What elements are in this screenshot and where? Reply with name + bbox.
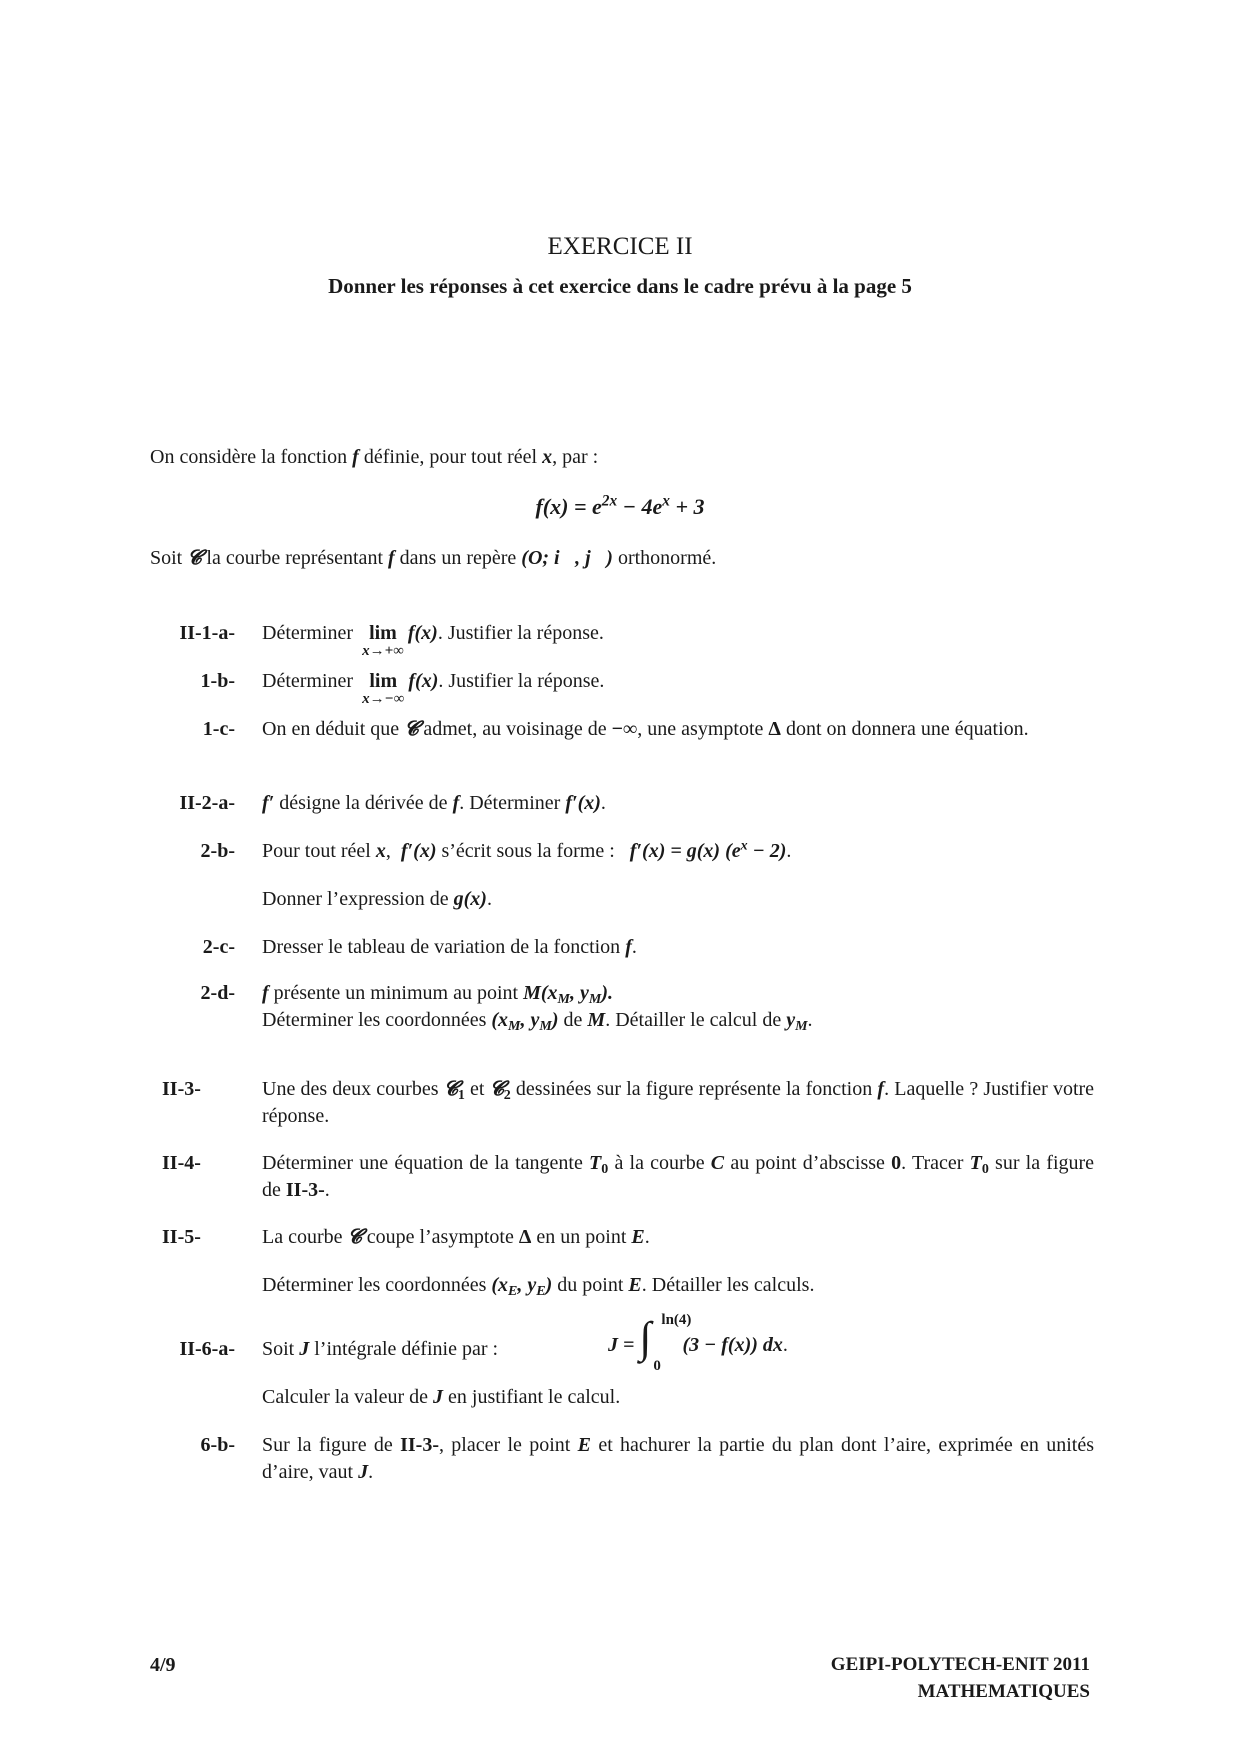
intro-text: , par : <box>552 446 599 468</box>
exercise-instruction: Donner les réponses à cet exercice dans le cadre prévu à la page 5 <box>328 274 912 298</box>
text: admet, au voisinage de <box>423 718 607 740</box>
integral-expression <box>639 1312 692 1374</box>
lim-word: lim <box>369 622 397 644</box>
math-delta: Δ <box>768 718 781 740</box>
text: s’écrit sous la forme : <box>441 840 615 862</box>
text: dessinées sur la figure représente la fonction <box>515 1078 873 1100</box>
math-fprimex: f′(x) <box>400 840 437 862</box>
text: . Laquelle ? Justifier votre réponse. <box>262 1078 1095 1127</box>
question-label: 1-c- <box>202 718 235 740</box>
text: la courbe représentant <box>206 547 383 569</box>
text: Dresser le tableau de variation de la fonction <box>262 936 621 958</box>
text: du point <box>557 1274 624 1296</box>
text: désigne la dérivée de <box>279 792 448 814</box>
math-E: E <box>628 1274 642 1296</box>
math-delta: Δ <box>518 1226 532 1248</box>
question-label: II-6-a- <box>179 1338 235 1360</box>
text: et hachurer la partie du plan dont l’aire, exprimée en unités d’aire, vaut <box>262 1434 1095 1483</box>
math-curve-C2: 𝓒 <box>489 1078 504 1100</box>
text: de <box>563 1009 583 1031</box>
math-f: f <box>452 792 460 814</box>
formula-exponent: 2x <box>601 492 618 510</box>
text: en justifiant le calcul. <box>448 1386 621 1408</box>
math-integrand: (3 − f(x)) dx <box>682 1333 783 1356</box>
question-text <box>262 1150 1094 1204</box>
text: , une asymptote <box>637 718 764 740</box>
math-curve-C1: 𝓒 <box>443 1078 458 1100</box>
math-zero: 0 <box>891 1152 902 1174</box>
text: . <box>600 792 606 814</box>
text: Une des deux courbes <box>262 1078 439 1100</box>
question-label: 6-b- <box>200 1434 235 1456</box>
math-coord: (x <box>491 1274 509 1296</box>
question-label: 1-b- <box>200 670 235 692</box>
math-J: J <box>299 1338 310 1360</box>
question-text <box>262 1076 1094 1130</box>
math-gx: g(x) <box>453 888 487 910</box>
math-point: , y <box>569 982 589 1004</box>
intro-sentence <box>150 444 1110 471</box>
math-J-equals: J = <box>608 1333 635 1356</box>
footer-exam-name: GEIPI-POLYTECH-ENIT 2011 <box>830 1654 1090 1675</box>
exercise-title: EXERCICE II <box>547 233 693 260</box>
text: . <box>644 1226 650 1248</box>
footer-exam-info <box>831 1652 1090 1705</box>
question-label: II-5- <box>162 1226 201 1248</box>
text: Soit <box>262 1338 295 1360</box>
math-subscript: M <box>557 992 570 1008</box>
question-text <box>262 934 1094 961</box>
math-curve-C: 𝓒 <box>187 547 202 569</box>
text: Pour tout réel <box>262 840 371 862</box>
text: coupe l’asymptote <box>366 1226 514 1248</box>
text: , placer le point <box>439 1434 571 1456</box>
formula-exponent: x <box>740 838 748 854</box>
math-f: f <box>262 982 269 1004</box>
page-number: 4/9 <box>150 1654 176 1676</box>
text: . Détailler les calculs. <box>641 1274 815 1296</box>
text: au point d’abscisse <box>730 1152 885 1174</box>
question-text <box>262 620 1094 659</box>
math-E: E <box>577 1434 591 1456</box>
question-text <box>262 716 1094 743</box>
math-fx: f(x) <box>407 622 438 644</box>
formula-part: f′(x) = g(x) (e <box>629 840 741 862</box>
text: dans un repère <box>399 547 517 569</box>
question-label: 2-b- <box>200 840 235 862</box>
footer-subject: MATHEMATIQUES <box>917 1680 1090 1702</box>
text: Déterminer les coordonnées <box>262 1009 487 1031</box>
text: à la courbe <box>614 1152 705 1174</box>
intro-text: définie, pour tout réel <box>363 446 538 468</box>
text: Déterminer <box>262 670 354 692</box>
math-subscript: 2 <box>503 1088 511 1104</box>
lim-subscript: x→+∞ <box>362 643 404 659</box>
math-E: E <box>631 1226 645 1248</box>
integrand-wrapper <box>682 1334 787 1356</box>
math-curve-C: C <box>710 1152 725 1174</box>
math-T: T <box>589 1152 602 1174</box>
text: Déterminer une équation de la tangente <box>262 1152 583 1174</box>
text: . <box>486 888 492 910</box>
text: La courbe <box>262 1226 343 1248</box>
text: l’intégrale définie par : <box>314 1338 499 1360</box>
text: . <box>786 840 792 862</box>
math-coord: , y <box>520 1009 540 1031</box>
curve-definition-sentence <box>150 545 1110 572</box>
text: Déterminer les coordonnées <box>262 1274 487 1296</box>
math-coord: , y <box>517 1274 537 1296</box>
question-reference: II-3- <box>400 1434 439 1456</box>
math-curve-C: 𝓒 <box>347 1226 362 1248</box>
question-label: 2-c- <box>202 936 235 958</box>
question-label: II-3- <box>162 1078 201 1100</box>
math-f: f <box>352 446 359 468</box>
formula-part: − 2) <box>747 840 787 862</box>
text: . <box>631 936 637 958</box>
text: Donner l’expression de <box>262 888 449 910</box>
math-f: f <box>388 547 395 569</box>
math-curve-C: 𝓒 <box>404 718 419 740</box>
lim-subscript: x→−∞ <box>362 691 405 707</box>
text: sur la figure de <box>262 1152 1095 1201</box>
integral-upper-bound: ln(4) <box>661 1312 692 1328</box>
text: . <box>324 1179 330 1201</box>
question-text <box>262 838 1094 865</box>
question-text <box>262 1224 1094 1251</box>
text: dont on donnera une équation. <box>785 718 1029 740</box>
text: On en déduit que <box>262 718 400 740</box>
math-M: M <box>587 1009 606 1031</box>
math-point: M(x <box>523 982 558 1004</box>
math-J: J <box>433 1386 444 1408</box>
text: présente un minimum au point <box>273 982 519 1004</box>
formula-part: − 4e <box>617 494 663 519</box>
math-coord: (x <box>491 1009 509 1031</box>
text: en un point <box>536 1226 627 1248</box>
math-point: ). <box>601 982 613 1004</box>
text: . Justifier la réponse. <box>437 622 604 644</box>
text: . Justifier la réponse. <box>438 670 605 692</box>
integral-sign: ∫ <box>639 1313 652 1362</box>
question-text <box>262 886 1094 913</box>
question-label: II-1-a- <box>179 622 235 644</box>
text: Calculer la valeur de <box>262 1386 429 1408</box>
math-frame: (O; i⃗, j⃗) <box>521 547 613 569</box>
question-label: II-2-a- <box>179 792 235 814</box>
lim-word: lim <box>369 670 398 692</box>
math-subscript: M <box>795 1019 808 1035</box>
question-label: 2-d- <box>200 982 235 1004</box>
question-text <box>262 1272 1094 1299</box>
text: , <box>385 840 391 862</box>
math-subscript: M <box>508 1019 521 1035</box>
math-coord: ) <box>551 1009 559 1031</box>
math-f: f <box>625 936 632 958</box>
text: . Déterminer <box>459 792 561 814</box>
math-fprime: f′ <box>262 792 275 814</box>
text: . <box>807 1009 813 1031</box>
math-fprimex: f′(x) <box>565 792 601 814</box>
text: . Tracer <box>901 1152 964 1174</box>
math-J: J <box>358 1461 369 1483</box>
question-text <box>262 1432 1094 1486</box>
question-text <box>262 790 1094 817</box>
text: . Détailler le calcul de <box>605 1009 782 1031</box>
math-minus-infinity: −∞ <box>611 718 638 740</box>
text: . <box>368 1461 374 1483</box>
formula-exponent: x <box>662 492 670 510</box>
question-text <box>262 980 1094 1034</box>
integral-formula <box>608 1312 1028 1374</box>
function-definition-formula <box>0 492 1240 522</box>
math-coord: ) <box>545 1274 553 1296</box>
math-fx: f(x) <box>408 670 439 692</box>
math-subscript: 0 <box>601 1162 609 1178</box>
integral-lower-bound: 0 <box>653 1358 661 1374</box>
math-T: T <box>969 1152 982 1174</box>
text: Déterminer <box>262 622 354 644</box>
math-subscript: E <box>508 1284 518 1300</box>
formula-part: + 3 <box>669 494 705 519</box>
question-label: II-4- <box>162 1152 201 1174</box>
math-yM: y <box>786 1009 796 1031</box>
math-subscript: 1 <box>457 1088 465 1104</box>
question-text <box>262 1384 1094 1411</box>
text: . <box>782 1333 788 1356</box>
limit-expression <box>362 668 404 707</box>
math-subscript: E <box>536 1284 546 1300</box>
math-x: x <box>375 840 386 862</box>
math-f: f <box>877 1078 885 1100</box>
limit-expression <box>362 620 404 659</box>
math-subscript: M <box>588 992 602 1008</box>
question-text <box>262 668 1094 707</box>
text: orthonormé. <box>617 547 717 569</box>
math-subscript: M <box>539 1019 552 1035</box>
math-subscript: 0 <box>981 1162 989 1178</box>
text: Soit <box>150 547 183 569</box>
math-x: x <box>542 446 553 468</box>
formula-part: f(x) = e <box>535 494 602 519</box>
intro-text: On considère la fonction <box>150 446 348 468</box>
text: et <box>470 1078 485 1100</box>
question-reference: II-3- <box>285 1179 325 1201</box>
text: Sur la figure de <box>262 1434 393 1456</box>
